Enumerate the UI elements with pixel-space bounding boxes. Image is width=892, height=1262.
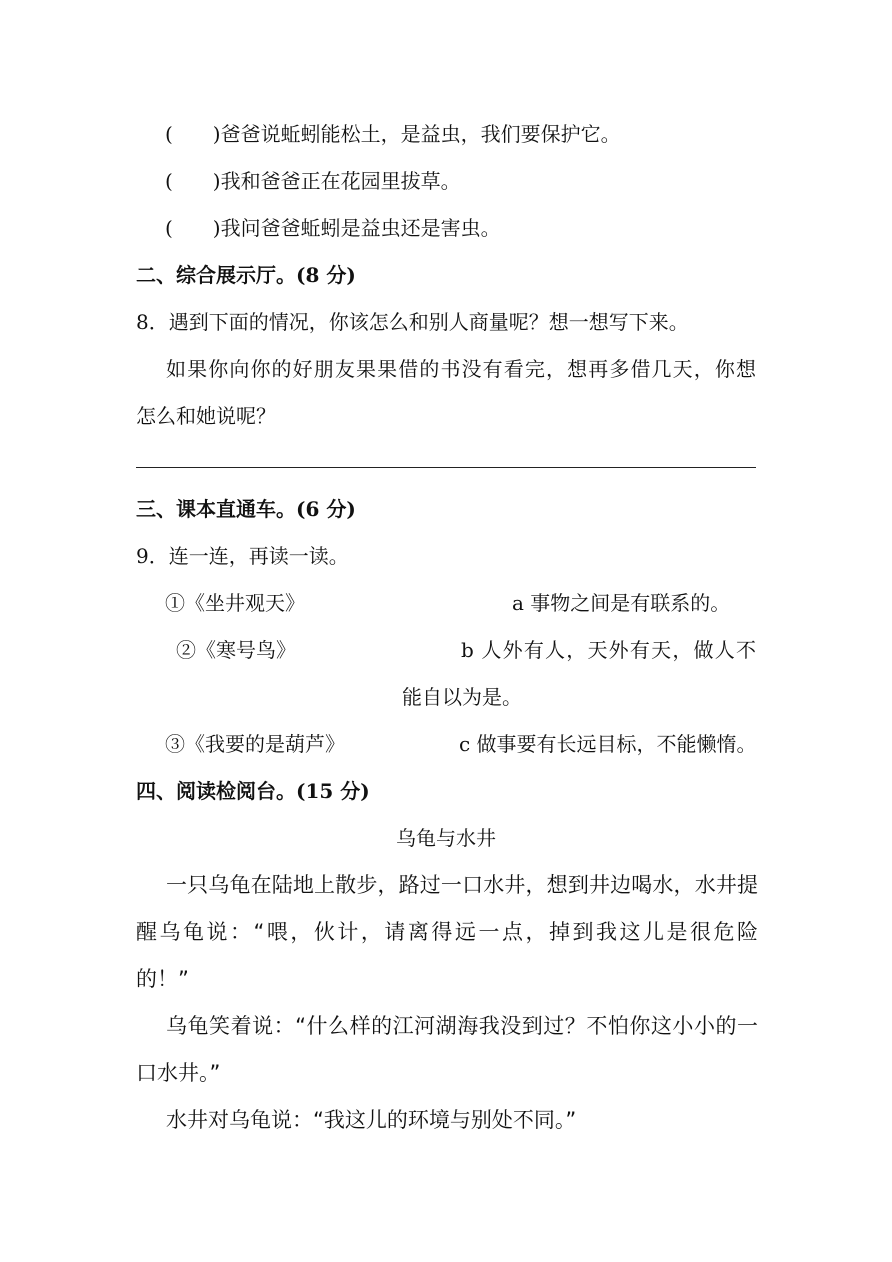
- story-line-5: 口水井。”: [136, 1061, 221, 1085]
- q8-answer-line[interactable]: [136, 467, 756, 468]
- match-left-item-3[interactable]: ③《我要的是葫芦》: [165, 732, 345, 756]
- story-line-1: 一只乌龟在陆地上散步，路过一口水井，想到井边喝水，水井提: [166, 873, 758, 897]
- q8-scenario-line-2: 怎么和她说呢？: [136, 404, 276, 428]
- match-right-item-a[interactable]: a 事物之间是有联系的。: [512, 591, 731, 615]
- order-item-1: ( )爸爸说蚯蚓能松土，是益虫，我们要保护它。: [165, 122, 621, 146]
- q8-scenario-line-1: 如果你向你的好朋友果果借的书没有看完，想再多借几天，你想: [166, 357, 756, 381]
- match-left-item-2[interactable]: ②《寒号鸟》: [176, 638, 296, 662]
- match-right-item-c[interactable]: c 做事要有长远目标，不能懒惰。: [459, 732, 757, 756]
- match-right-item-b-cont: 能自以为是。: [402, 685, 522, 709]
- story-title: 乌龟与水井: [396, 826, 496, 850]
- order-item-3: ( )我问爸爸蚯蚓是益虫还是害虫。: [165, 216, 501, 240]
- story-line-2: 醒乌龟说：“喂，伙计，请离得远一点，掉到我这儿是很危险: [136, 920, 758, 944]
- match-right-item-b[interactable]: b 人外有人，天外有天，做人不: [461, 638, 756, 662]
- order-item-2: ( )我和爸爸正在花园里拔草。: [165, 169, 461, 193]
- section3-heading: 三、课本直通车。(6 分): [136, 497, 356, 521]
- section4-heading: 四、阅读检阅台。(15 分): [136, 779, 370, 803]
- q9-prompt: 9．连一连，再读一读。: [136, 544, 349, 568]
- story-line-3: 的！”: [136, 967, 189, 991]
- story-line-4: 乌龟笑着说：“什么样的江河湖海我没到过？不怕你这小小的一: [166, 1014, 758, 1038]
- match-left-item-1[interactable]: ①《坐井观天》: [165, 591, 305, 615]
- section2-heading: 二、综合展示厅。(8 分): [136, 263, 356, 287]
- q8-prompt: 8．遇到下面的情况，你该怎么和别人商量呢？想一想写下来。: [136, 310, 689, 334]
- story-line-6: 水井对乌龟说：“我这儿的环境与别处不同。”: [166, 1108, 577, 1132]
